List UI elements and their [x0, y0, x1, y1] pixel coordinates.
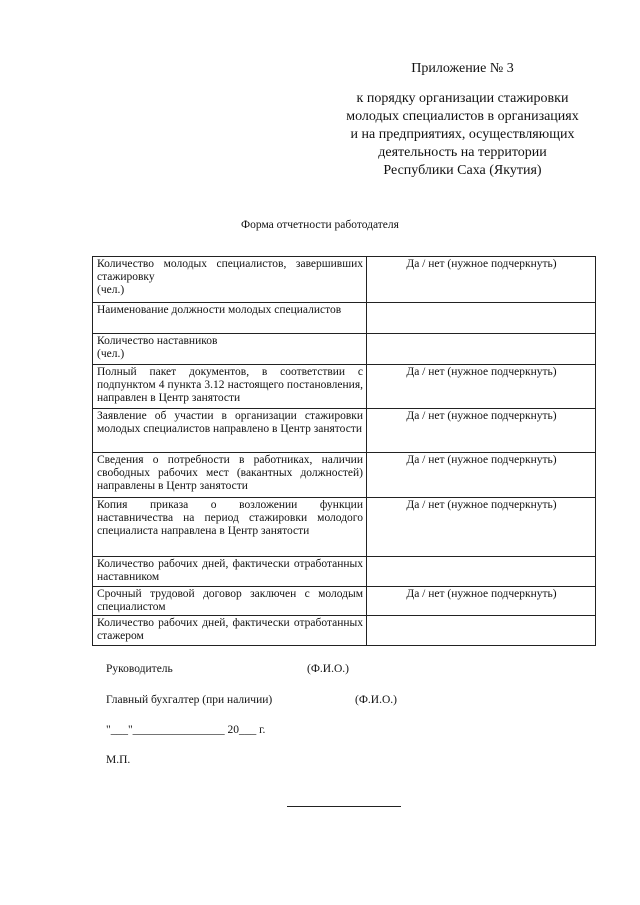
question-cell: Копия приказа о возложении функции наставничества на период стажировки молодого специалиста направлена в Центр занятости [93, 498, 367, 557]
head-label: Руководитель [106, 663, 173, 675]
answer-cell [367, 557, 596, 587]
appendix-line: деятельность на территории [378, 145, 547, 160]
question-cell [93, 257, 367, 303]
question-suffix: (чел.) [97, 348, 125, 361]
appendix-line: и на предприятиях, осуществляющих [350, 127, 575, 142]
form-title: Форма отчетности работодателя [241, 219, 399, 231]
question-cell: Сведения о потребности в работниках, наличии свободных рабочих мест (вакантных должностей) направлены в Центр занятости [93, 453, 367, 498]
table-row [93, 303, 596, 334]
appendix-header [330, 60, 595, 180]
question-suffix: (чел.) [97, 284, 125, 297]
table-row [93, 498, 596, 557]
report-table [92, 256, 596, 646]
appendix-line: к порядку организации стажировки [356, 91, 569, 106]
stamp-label: М.П. [106, 754, 131, 766]
accountant-name: (Ф.И.О.) [355, 694, 397, 706]
table-row [93, 257, 596, 303]
head-name: (Ф.И.О.) [307, 663, 349, 675]
date-line: "___"________________ 20___ г. [106, 724, 266, 736]
question-cell: Количество рабочих дней, фактически отработанных стажером [93, 616, 367, 646]
table-row [93, 557, 596, 587]
appendix-line: Республики Саха (Якутия) [383, 163, 542, 178]
answer-cell: Да / нет (нужное подчеркнуть) [367, 587, 596, 616]
answer-cell: Да / нет (нужное подчеркнуть) [367, 453, 596, 498]
answer-cell: Да / нет (нужное подчеркнуть) [367, 498, 596, 557]
answer-cell: Да / нет (нужное подчеркнуть) [367, 365, 596, 409]
table-row [93, 587, 596, 616]
signature-underline [287, 806, 401, 807]
appendix-line: молодых специалистов в организациях [346, 109, 579, 124]
accountant-label: Главный бухгалтер (при наличии) [106, 694, 273, 706]
table-row [93, 453, 596, 498]
question-cell: Полный пакет документов, в соответствии с подпунктом 4 пункта 3.12 настоящего постановления, направлен в Центр занятости [93, 365, 367, 409]
table-row [93, 334, 596, 365]
answer-cell [367, 616, 596, 646]
question-cell: Срочный трудовой договор заключен с молодым специалистом [93, 587, 367, 616]
question-cell: Наименование должности молодых специалистов [93, 303, 367, 334]
question-cell: Количество рабочих дней, фактически отработанных наставником [93, 557, 367, 587]
question-cell: Заявление об участии в организации стажировки молодых специалистов направлено в Центр занятости [93, 409, 367, 453]
question-cell [93, 334, 367, 365]
table-row [93, 616, 596, 646]
answer-cell: Да / нет (нужное подчеркнуть) [367, 409, 596, 453]
question-text: Количество наставников [97, 335, 218, 347]
answer-cell [367, 334, 596, 365]
question-text: Количество молодых специалистов, завершивших стажировку [97, 258, 363, 284]
answer-cell: Да / нет (нужное подчеркнуть) [367, 257, 596, 303]
appendix-number: Приложение № 3 [411, 61, 514, 76]
table-row [93, 409, 596, 453]
answer-cell [367, 303, 596, 334]
table-row [93, 365, 596, 409]
